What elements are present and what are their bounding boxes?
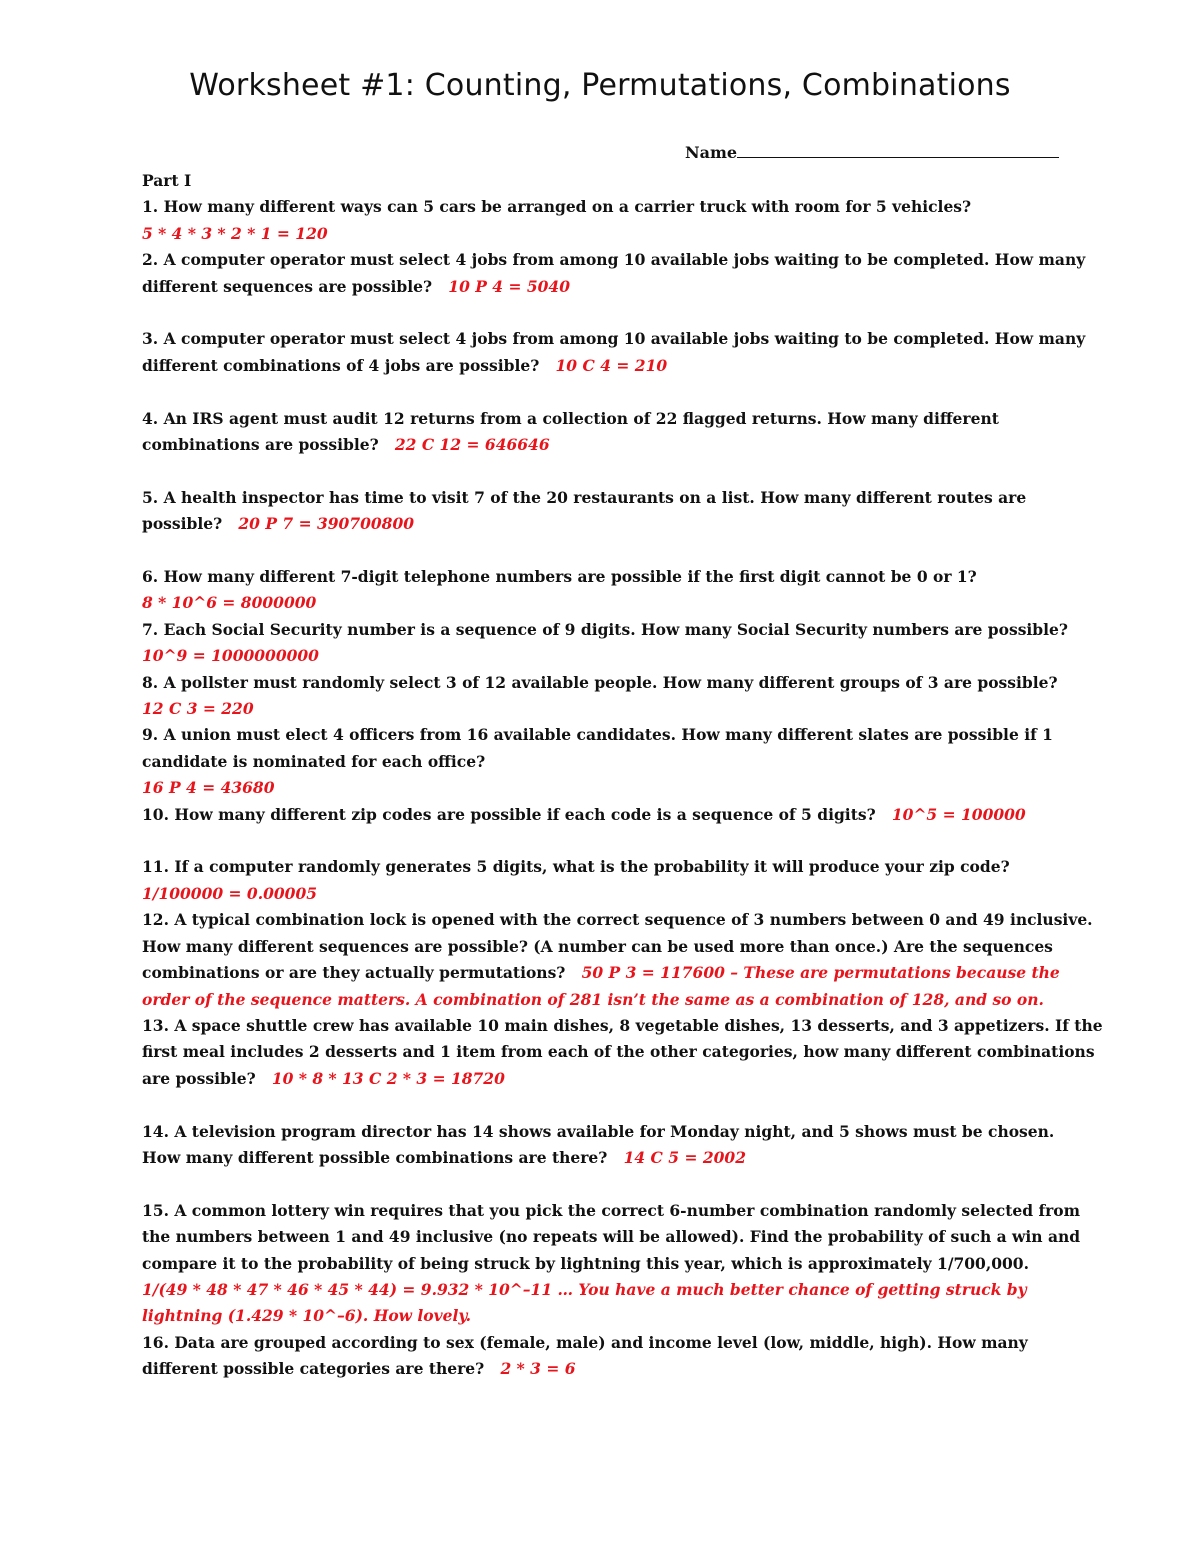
question-15: 15. A common lottery win requires that you pick the correct 6-number combination randomly selected from (142, 1200, 1081, 1220)
answer-14: 14 C 5 = 2002 (623, 1147, 746, 1167)
question-13: 13. A space shuttle crew has available 10 main dishes, 8 vegetable dishes, 13 desserts, and 3 appetizers. If the (142, 1015, 1103, 1035)
question-4: 4. An IRS agent must audit 12 returns from a collection of 22 flagged returns. How many different (142, 408, 999, 428)
answer-15-line-2: lightning (1.429 * 10^–6). How lovely. (142, 1306, 472, 1326)
question-13-line-2: first meal includes 2 desserts and 1 item from each of the other categories, how many different combinations (142, 1042, 1095, 1062)
question-12-line-2: How many different sequences are possible? (A number can be used more than once.) Are the sequences (142, 936, 1053, 956)
answer-16: 2 * 3 = 6 (500, 1359, 576, 1379)
question-1: 1. How many different ways can 5 cars be arranged on a carrier truck with room for 5 vehicles? (142, 197, 972, 217)
answer-2: 10 P 4 = 5040 (448, 276, 571, 296)
answer-7: 10^9 = 1000000000 (142, 646, 319, 666)
answer-11: 1/100000 = 0.00005 (142, 883, 318, 903)
question-5: 5. A health inspector has time to visit 7 of the 20 restaurants on a list. How many different routes are (142, 487, 1027, 507)
answer-12: 50 P 3 = 117600 – These are permutations because the (581, 963, 1060, 983)
answer-1: 5 * 4 * 3 * 2 * 1 = 120 (142, 223, 328, 243)
question-9-line-2: candidate is nominated for each office? (142, 751, 486, 771)
answer-3: 10 C 4 = 210 (555, 355, 668, 375)
question-2-line-2: different sequences are possible? (142, 276, 433, 296)
part-label: Part I (142, 171, 192, 190)
question-15-line-3: compare it to the probability of being struck by lightning this year, which is approximately 1/700,000. (142, 1253, 1029, 1273)
question-16: 16. Data are grouped according to sex (female, male) and income level (low, middle, high). How many (142, 1332, 1028, 1352)
question-4-line-2: combinations are possible? (142, 435, 379, 455)
answer-8: 12 C 3 = 220 (142, 699, 254, 719)
worksheet-body (142, 168, 1103, 1383)
answer-12-line-2: order of the sequence matters. A combination of 281 isn’t the same as a combination of 128, and so on. (142, 989, 1044, 1009)
question-11: 11. If a computer randomly generates 5 digits, what is the probability it will produce your zip code? (142, 857, 1010, 877)
question-14-line-2: How many different possible combinations are there? (142, 1147, 608, 1167)
question-5-line-2: possible? (142, 514, 223, 534)
name-label: Name (685, 143, 738, 162)
question-8: 8. A pollster must randomly select 3 of 12 available people. How many different groups of 3 are possible? (142, 672, 1058, 692)
question-3: 3. A computer operator must select 4 jobs from among 10 available jobs waiting to be completed. How many (142, 329, 1086, 349)
answer-13: 10 * 8 * 13 C 2 * 3 = 18720 (271, 1068, 505, 1088)
question-12: 12. A typical combination lock is opened with the correct sequence of 3 numbers between 0 and 49 inclusive. (142, 910, 1093, 930)
name-field (685, 143, 1059, 162)
question-9: 9. A union must elect 4 officers from 16 available candidates. How many different slates are possible if 1 (142, 725, 1053, 745)
question-16-line-2: different possible categories are there? (142, 1359, 485, 1379)
question-13-line-3: are possible? (142, 1068, 256, 1088)
name-blank-line (737, 143, 1059, 158)
question-14: 14. A television program director has 14 shows available for Monday night, and 5 shows must be chosen. (142, 1121, 1055, 1141)
question-12-line-3: combinations or are they actually permutations? (142, 963, 566, 983)
answer-9: 16 P 4 = 43680 (142, 778, 275, 798)
answer-10: 10^5 = 100000 (891, 804, 1026, 824)
question-10: 10. How many different zip codes are possible if each code is a sequence of 5 digits? (142, 804, 876, 824)
answer-15: 1/(49 * 48 * 47 * 46 * 45 * 44) = 9.932 * 10^–11 … You have a much better chance of getting struck by (142, 1279, 1027, 1299)
answer-5: 20 P 7 = 390700800 (238, 514, 415, 534)
answer-6: 8 * 10^6 = 8000000 (142, 593, 317, 613)
page-title: Worksheet #1: Counting, Permutations, Combinations (189, 68, 1011, 103)
question-2: 2. A computer operator must select 4 jobs from among 10 available jobs waiting to be completed. How many (142, 250, 1086, 270)
answer-4: 22 C 12 = 646646 (394, 435, 550, 455)
question-3-line-2: different combinations of 4 jobs are possible? (142, 355, 540, 375)
question-6: 6. How many different 7-digit telephone numbers are possible if the first digit cannot be 0 or 1? (142, 567, 977, 587)
question-15-line-2: the numbers between 1 and 49 inclusive (no repeats will be allowed). Find the probability of such a win and (142, 1227, 1081, 1247)
question-7: 7. Each Social Security number is a sequence of 9 digits. How many Social Security numbers are possible? (142, 619, 1068, 639)
